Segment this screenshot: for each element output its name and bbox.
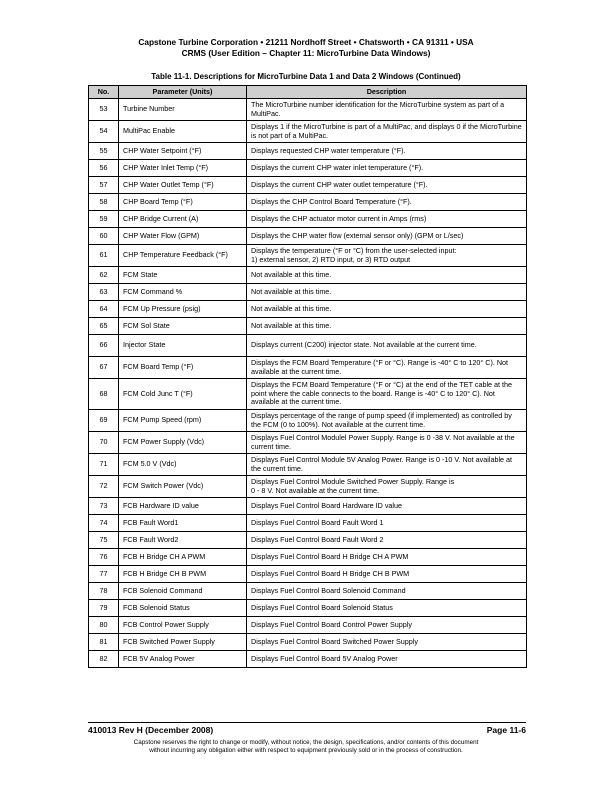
table-row [89, 177, 527, 194]
disclaimer-line: Capstone reserves the right to change or modify, without notice, the design, specifications, and/or contents of this document [133, 739, 479, 746]
table-header-row [89, 86, 527, 99]
row-description [247, 284, 527, 301]
table-title: Table 11-1. Descriptions for MicroTurbine Data 1 and Data 2 Windows (Continued) [151, 72, 461, 81]
table-row [89, 498, 527, 515]
table-row [89, 651, 527, 668]
row-parameter: FCM State [119, 267, 247, 284]
row-number: 78 [89, 583, 119, 600]
row-parameter: CHP Board Temp (°F) [119, 194, 247, 211]
column-header-parameter: Parameter (Units) [119, 86, 247, 99]
row-number: 54 [89, 121, 119, 143]
description-line: The MicroTurbine number identification for the MicroTurbine system as part of a MultiPac. [251, 99, 505, 118]
table-row [89, 379, 527, 410]
row-parameter: FCB Switched Power Supply [119, 634, 247, 651]
header-chapter-line: CRMS (User Edition – Chapter 11: MicroTurbine Data Windows) [181, 48, 431, 58]
footer-page-number: Page 11-6 [486, 725, 526, 735]
row-number: 62 [89, 267, 119, 284]
description-line: Not available at this time. [251, 286, 332, 296]
description-line: Displays the current CHP water inlet temperature (°F). [251, 162, 424, 172]
table-row [89, 228, 527, 245]
footer-disclaimer [0, 739, 612, 755]
row-number: 81 [89, 634, 119, 651]
row-description [247, 318, 527, 335]
row-number: 73 [89, 498, 119, 515]
description-line: Displays Fuel Control Board Hardware ID value [251, 500, 403, 510]
description-line: Displays the FCM Board Temperature (°F or °C). Range is -40° C to 120° C). Not available at the current time. [251, 357, 509, 376]
row-parameter: FCB H Bridge CH B PWM [119, 566, 247, 583]
row-number: 58 [89, 194, 119, 211]
row-parameter: FCB Hardware ID value [119, 498, 247, 515]
row-parameter: CHP Water Flow (GPM) [119, 228, 247, 245]
header-company-line: Capstone Turbine Corporation • 21211 Nordhoff Street • Chatsworth • CA 91311 • USA [138, 37, 474, 47]
row-parameter: FCM Cold Junc T (°F) [119, 379, 247, 410]
description-line: Displays Fuel Control Board Switched Power Supply [251, 636, 418, 646]
row-description [247, 498, 527, 515]
table-row [89, 301, 527, 318]
row-description [247, 566, 527, 583]
row-parameter: CHP Temperature Feedback (°F) [119, 245, 247, 267]
row-parameter: FCM Pump Speed (rpm) [119, 410, 247, 432]
table-row [89, 284, 527, 301]
row-parameter: CHP Water Inlet Temp (°F) [119, 160, 247, 177]
table-row [89, 357, 527, 379]
row-number: 82 [89, 651, 119, 668]
description-line: Displays Fuel Control Board Fault Word 2 [251, 534, 384, 544]
table-row [89, 211, 527, 228]
description-line: Displays the CHP Control Board Temperature (°F). [251, 196, 412, 206]
description-line: Displays Fuel Control Board Solenoid Command [251, 585, 406, 595]
description-line: 0 - 8 V. Not available at the current time. [251, 485, 379, 495]
row-description [247, 379, 527, 410]
description-line: Displays Fuel Control Modulel Power Supply. Range is 0 -38 V. Not available at the current time. [251, 432, 515, 451]
row-number: 56 [89, 160, 119, 177]
row-number: 53 [89, 99, 119, 121]
description-line: Displays the temperature (°F or °C) from the user-selected input: [251, 245, 457, 255]
row-description [247, 194, 527, 211]
footer-document-id: 410013 Rev H (December 2008) [88, 725, 214, 735]
row-parameter: FCB Fault Word1 [119, 515, 247, 532]
table-row [89, 515, 527, 532]
row-description [247, 99, 527, 121]
description-line: Displays Fuel Control Board Control Power Supply [251, 619, 412, 629]
row-number: 63 [89, 284, 119, 301]
row-parameter: FCB Control Power Supply [119, 617, 247, 634]
description-line: Displays Fuel Control Board Solenoid Status [251, 602, 393, 612]
table-row [89, 99, 527, 121]
row-description [247, 177, 527, 194]
row-description [247, 160, 527, 177]
table-row [89, 335, 527, 357]
row-description [247, 617, 527, 634]
row-description [247, 600, 527, 617]
row-description [247, 211, 527, 228]
row-description [247, 532, 527, 549]
description-line: Displays current (C200) injector state. Not available at the current time. [251, 340, 477, 350]
row-description [247, 143, 527, 160]
description-line: Displays percentage of the range of pump speed (if implemented) as controlled by the FCM (0 to 100%). Not available at the current time. [251, 410, 512, 429]
table-row [89, 532, 527, 549]
row-description [247, 432, 527, 454]
row-parameter: FCB H Bridge CH A PWM [119, 549, 247, 566]
row-parameter: FCM 5.0 V (Vdc) [119, 454, 247, 476]
row-number: 70 [89, 432, 119, 454]
description-line: Displays the CHP actuator motor current in Amps (rms) [251, 213, 427, 223]
row-description [247, 549, 527, 566]
row-description [247, 410, 527, 432]
description-line: Displays Fuel Control Board 5V Analog Power [251, 653, 398, 663]
description-line: Displays requested CHP water temperature (°F). [251, 145, 406, 155]
description-line: Displays 1 if the MicroTurbine is part of a MultiPac, and displays 0 if the MicroTurbine is not part of a MultiPac. [251, 121, 522, 140]
row-parameter: FCB 5V Analog Power [119, 651, 247, 668]
description-line: Displays the current CHP water outlet temperature (°F). [251, 179, 428, 189]
column-header-description: Description [247, 86, 527, 99]
row-parameter: FCM Board Temp (°F) [119, 357, 247, 379]
row-number: 77 [89, 566, 119, 583]
table-row [89, 549, 527, 566]
row-number: 65 [89, 318, 119, 335]
description-line: Not available at this time. [251, 303, 332, 313]
descriptions-table [88, 85, 527, 668]
row-parameter: CHP Water Outlet Temp (°F) [119, 177, 247, 194]
row-description [247, 476, 527, 498]
page-header [0, 37, 612, 59]
row-description [247, 583, 527, 600]
row-description [247, 245, 527, 267]
row-description [247, 267, 527, 284]
column-header-no: No. [89, 86, 119, 99]
table-row [89, 160, 527, 177]
table-row [89, 245, 527, 267]
row-parameter: CHP Water Setpoint (°F) [119, 143, 247, 160]
row-parameter: Injector State [119, 335, 247, 357]
row-number: 66 [89, 335, 119, 357]
row-number: 69 [89, 410, 119, 432]
row-number: 79 [89, 600, 119, 617]
row-number: 80 [89, 617, 119, 634]
table-row [89, 318, 527, 335]
row-number: 60 [89, 228, 119, 245]
row-parameter: Turbine Number [119, 99, 247, 121]
table-row [89, 143, 527, 160]
row-parameter: FCB Solenoid Command [119, 583, 247, 600]
table-row [89, 617, 527, 634]
row-number: 72 [89, 476, 119, 498]
row-number: 75 [89, 532, 119, 549]
row-parameter: FCM Command % [119, 284, 247, 301]
table-row [89, 432, 527, 454]
footer-divider [88, 722, 526, 723]
description-line: Displays Fuel Control Module 5V Analog Power. Range is 0 -10 V. Not available at the current time. [251, 454, 513, 473]
row-number: 59 [89, 211, 119, 228]
row-parameter: FCB Solenoid Status [119, 600, 247, 617]
row-number: 57 [89, 177, 119, 194]
description-line: Displays the CHP water flow (external sensor only) (GPM or L/sec) [251, 230, 464, 240]
table-row [89, 121, 527, 143]
row-number: 67 [89, 357, 119, 379]
row-number: 68 [89, 379, 119, 410]
row-number: 55 [89, 143, 119, 160]
table-row [89, 410, 527, 432]
table-row [89, 267, 527, 284]
row-parameter: FCM Sol State [119, 318, 247, 335]
table-row [89, 600, 527, 617]
row-description [247, 357, 527, 379]
description-line: Displays Fuel Control Module Switched Power Supply. Range is [251, 476, 455, 486]
row-description [247, 651, 527, 668]
table-row [89, 634, 527, 651]
description-line: Displays Fuel Control Board H Bridge CH A PWM [251, 551, 409, 561]
row-number: 64 [89, 301, 119, 318]
row-number: 61 [89, 245, 119, 267]
row-parameter: FCB Fault Word2 [119, 532, 247, 549]
description-line: 1) external sensor, 2) RTD input, or 3) RTD output [251, 254, 411, 264]
description-line: Not available at this time. [251, 320, 332, 330]
description-line: Displays Fuel Control Board H Bridge CH B PWM [251, 568, 410, 578]
table-row [89, 454, 527, 476]
table-row [89, 583, 527, 600]
description-line: Displays Fuel Control Board Fault Word 1 [251, 517, 384, 527]
row-parameter: FCM Switch Power (Vdc) [119, 476, 247, 498]
table-row [89, 566, 527, 583]
row-description [247, 121, 527, 143]
row-parameter: FCM Power Supply (Vdc) [119, 432, 247, 454]
row-description [247, 515, 527, 532]
row-description [247, 228, 527, 245]
row-description [247, 634, 527, 651]
row-description [247, 301, 527, 318]
row-parameter: MultiPac Enable [119, 121, 247, 143]
row-parameter: CHP Bridge Current (A) [119, 211, 247, 228]
row-parameter: FCM Up Pressure (psig) [119, 301, 247, 318]
row-number: 76 [89, 549, 119, 566]
description-line: Not available at this time. [251, 269, 332, 279]
description-line: Displays the FCM Board Temperature (°F or °C) at the end of the TET cable at the point where the cable connects to the board. Range is -40° C to 120° C). Not available at the current time. [251, 380, 513, 407]
row-number: 74 [89, 515, 119, 532]
row-description [247, 335, 527, 357]
table-row [89, 194, 527, 211]
table-row [89, 476, 527, 498]
disclaimer-line: without incurring any obligation either with respect to equipment previously sold or in the process of construction. [149, 747, 463, 754]
row-description [247, 454, 527, 476]
row-number: 71 [89, 454, 119, 476]
